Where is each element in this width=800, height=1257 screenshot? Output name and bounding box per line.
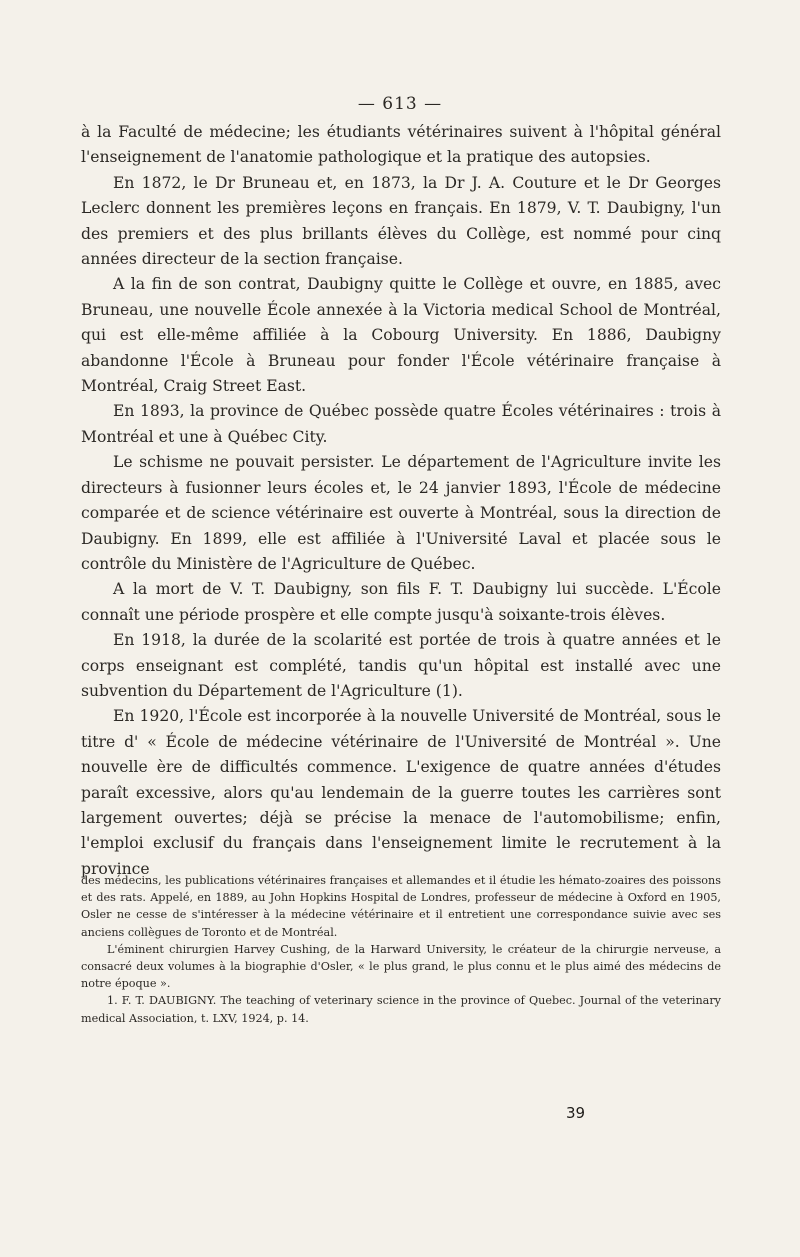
paragraph: à la Faculté de médecine; les étudiants vétérinaires suivent à l'hôpital général l'enseignement de l'anatomie pathologique et la pratique des autopsies. xyxy=(81,123,721,167)
footnote: des médecins, les publications vétérinaires françaises et allemandes et il étudie les hémato-zoaires des poissons et des rats. Appelé, en 1889, au John Hopkins Hospital de Londres, professeur de médecine à Oxford en 1905, Osler ne cesse de s'intéresser à la médecine vétérinaire et il entretient une correspondance suivie avec ses anciens collègues de Toronto et de Montréal. xyxy=(81,874,721,939)
paragraph: A la mort de V. T. Daubigny, son fils F. T. Daubigny lui succède. L'École connaît une période prospère et elle compte jusqu'à soixante-trois élèves. xyxy=(81,580,721,624)
paragraph: Le schisme ne pouvait persister. Le département de l'Agriculture invite les directeurs à fusionner leurs écoles et, le 24 janvier 1893, l'École de médecine comparée et de science vétérinaire est ouverte à Montréal, sous la direction de Daubigny. En 1899, elle est affiliée à l'Université Laval et placée sous le contrôle du Ministère de l'Agriculture de Québec. xyxy=(81,453,721,573)
paragraph: A la fin de son contrat, Daubigny quitte le Collège et ouvre, en 1885, avec Bruneau, une nouvelle École annexée à la Victoria medical School de Montréal, qui est elle-même affiliée à la Cobourg University. En 1886, Daubigny abandonne l'École à Bruneau pour fonder l'École vétérinaire française à Montréal, Craig Street East. xyxy=(81,275,721,396)
paragraph: En 1872, le Dr Bruneau et, en 1873, la Dr J. A. Couture et le Dr Georges Leclerc donnent les premières leçons en français. En 1879, V. T. Daubigny, l'un des premiers et des plus brillants élèves du Collège, est nommé pour cinq années directeur de la section française. xyxy=(81,173,721,269)
footnote: 1. F. T. DAUBIGNY. The teaching of veterinary science in the province of Quebec. Journal of the veterinary medical Association, t. LXV, 1924, p. 14. xyxy=(81,994,721,1025)
paragraph: En 1918, la durée de la scolarité est portée de trois à quatre années et le corps enseignant est complété, tandis qu'un hôpital est installé avec une subvention du Département de l'Agriculture (1). xyxy=(81,631,721,700)
paragraph: En 1920, l'École est incorporée à la nouvelle Université de Montréal, sous le titre d' « École de médecine vétérinaire de l'Université de Montréal ». Une nouvelle ère de difficultés commence. L'exigence de quatre années d'études paraît excessive, alors qu'au lendemain de la guerre toutes les carrières sont largement ouvertes; déjà se précise la menace de l'automobilisme; enfin, l'emploi exclusif du français dans l'enseignement limite le recrutement à la province xyxy=(81,707,721,878)
main-text xyxy=(81,120,721,882)
paragraph: En 1893, la province de Québec possède quatre Écoles vétérinaires : trois à Montréal et une à Québec City. xyxy=(81,402,721,446)
handwritten-mark: 39 xyxy=(566,1104,586,1122)
footnotes xyxy=(81,872,721,1027)
page-number: — 613 — xyxy=(357,94,443,114)
footnote: L'éminent chirurgien Harvey Cushing, de la Harward University, le créateur de la chirurgie nerveuse, a consacré deux volumes à la biographie d'Osler, « le plus grand, le plus connu et le plus aimé des médecins de notre époque ». xyxy=(81,942,721,991)
